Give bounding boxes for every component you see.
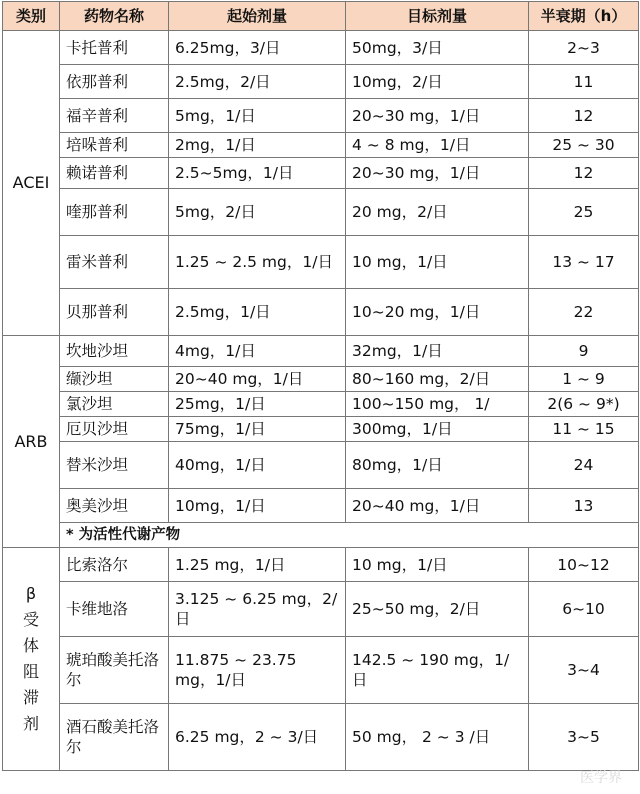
target-dose: 300mg，1/日	[346, 417, 529, 442]
category-beta-blocker	[3, 548, 60, 771]
table-row	[3, 133, 639, 158]
table-row	[3, 189, 639, 236]
start-dose: 25mg，1/日	[169, 392, 346, 417]
half-life: 9	[529, 336, 639, 367]
half-life: 1 ~ 9	[529, 367, 639, 392]
table-row	[3, 704, 639, 771]
target-dose: 100~150 mg， 1/	[346, 392, 529, 417]
target-dose: 20~30 mg，1/日	[346, 158, 529, 189]
drug-name: 喹那普利	[60, 189, 169, 236]
half-life: 10~12	[529, 548, 639, 582]
half-life: 3~4	[529, 637, 639, 704]
half-life: 12	[529, 99, 639, 133]
start-dose: 5mg，1/日	[169, 99, 346, 133]
category-char: 受	[3, 607, 59, 633]
drug-name: 坎地沙坦	[60, 336, 169, 367]
target-dose: 32mg，1/日	[346, 336, 529, 367]
target-dose: 10~20 mg，1/日	[346, 289, 529, 336]
target-dose: 4 ~ 8 mg，1/日	[346, 133, 529, 158]
start-dose: 1.25 ~ 2.5 mg，1/日	[169, 236, 346, 289]
target-dose: 10mg，2/日	[346, 65, 529, 99]
table-row	[3, 99, 639, 133]
table-row	[3, 417, 639, 442]
start-dose: 1.25 mg，1/日	[169, 548, 346, 582]
drug-name: 卡维地洛	[60, 582, 169, 637]
half-life: 2~3	[529, 31, 639, 65]
half-life: 11 ~ 15	[529, 417, 639, 442]
target-dose: 80mg，1/日	[346, 442, 529, 489]
drug-dosage-table	[2, 1, 639, 771]
table-row	[3, 637, 639, 704]
half-life: 12	[529, 158, 639, 189]
drug-name: 培哚普利	[60, 133, 169, 158]
header-target-dose: 目标剂量	[346, 2, 529, 31]
start-dose: 3.125 ~ 6.25 mg，2/日	[169, 582, 346, 637]
half-life: 22	[529, 289, 639, 336]
half-life: 13	[529, 489, 639, 523]
half-life: 2(6 ~ 9*)	[529, 392, 639, 417]
half-life: 25	[529, 189, 639, 236]
watermark: 医学界	[580, 767, 622, 787]
start-dose: 6.25 mg，2 ~ 3/日	[169, 704, 346, 771]
category-char: β	[3, 581, 59, 607]
table-row	[3, 65, 639, 99]
drug-name: 福辛普利	[60, 99, 169, 133]
drug-name: 依那普利	[60, 65, 169, 99]
drug-name: 卡托普利	[60, 31, 169, 65]
target-dose: 20 mg，2/日	[346, 189, 529, 236]
target-dose: 20~30 mg，1/日	[346, 99, 529, 133]
table-row	[3, 582, 639, 637]
target-dose: 142.5 ~ 190 mg，1/日	[346, 637, 529, 704]
target-dose: 50 mg， 2 ~ 3 /日	[346, 704, 529, 771]
half-life: 13 ~ 17	[529, 236, 639, 289]
drug-name: 赖诺普利	[60, 158, 169, 189]
target-dose: 20~40 mg，1/日	[346, 489, 529, 523]
half-life: 11	[529, 65, 639, 99]
target-dose: 50mg，3/日	[346, 31, 529, 65]
drug-name: 比索洛尔	[60, 548, 169, 582]
table-row	[3, 442, 639, 489]
category-char: 剂	[3, 711, 59, 737]
start-dose: 4mg，1/日	[169, 336, 346, 367]
start-dose: 10mg，1/日	[169, 489, 346, 523]
table-row	[3, 289, 639, 336]
category-char: 体	[3, 633, 59, 659]
footnote: * 为活性代谢产物	[60, 523, 639, 548]
drug-name: 琥珀酸美托洛尔	[60, 637, 169, 704]
target-dose: 10 mg，1/日	[346, 548, 529, 582]
table-row	[3, 31, 639, 65]
drug-name: 雷米普利	[60, 236, 169, 289]
header-start-dose: 起始剂量	[169, 2, 346, 31]
start-dose: 2mg，1/日	[169, 133, 346, 158]
category-arb: ARB	[3, 336, 60, 548]
drug-name: 氯沙坦	[60, 392, 169, 417]
table-row	[3, 489, 639, 523]
category-char: 阻	[3, 659, 59, 685]
drug-name: 酒石酸美托洛尔	[60, 704, 169, 771]
half-life: 24	[529, 442, 639, 489]
drug-name: 缬沙坦	[60, 367, 169, 392]
header-category: 类别	[3, 2, 60, 31]
start-dose: 11.875 ~ 23.75 mg，1/日	[169, 637, 346, 704]
target-dose: 10 mg，1/日	[346, 236, 529, 289]
table-row	[3, 367, 639, 392]
start-dose: 75mg，1/日	[169, 417, 346, 442]
header-row	[3, 2, 639, 31]
category-char: 滞	[3, 685, 59, 711]
table-row	[3, 392, 639, 417]
drug-name: 奥美沙坦	[60, 489, 169, 523]
table-row	[3, 523, 639, 548]
header-half-life: 半衰期（h）	[529, 2, 639, 31]
start-dose: 2.5mg，2/日	[169, 65, 346, 99]
category-acei: ACEI	[3, 31, 60, 336]
start-dose: 20~40 mg，1/日	[169, 367, 346, 392]
target-dose: 25~50 mg，2/日	[346, 582, 529, 637]
table-row	[3, 236, 639, 289]
table-row	[3, 158, 639, 189]
drug-name: 替米沙坦	[60, 442, 169, 489]
start-dose: 6.25mg，3/日	[169, 31, 346, 65]
drug-name: 厄贝沙坦	[60, 417, 169, 442]
table-row	[3, 548, 639, 582]
start-dose: 5mg，2/日	[169, 189, 346, 236]
header-drug-name: 药物名称	[60, 2, 169, 31]
drug-name: 贝那普利	[60, 289, 169, 336]
table-row	[3, 336, 639, 367]
start-dose: 2.5~5mg，1/日	[169, 158, 346, 189]
half-life: 6~10	[529, 582, 639, 637]
target-dose: 80~160 mg，2/日	[346, 367, 529, 392]
start-dose: 40mg，1/日	[169, 442, 346, 489]
half-life: 25 ~ 30	[529, 133, 639, 158]
half-life: 3~5	[529, 704, 639, 771]
start-dose: 2.5mg，1/日	[169, 289, 346, 336]
